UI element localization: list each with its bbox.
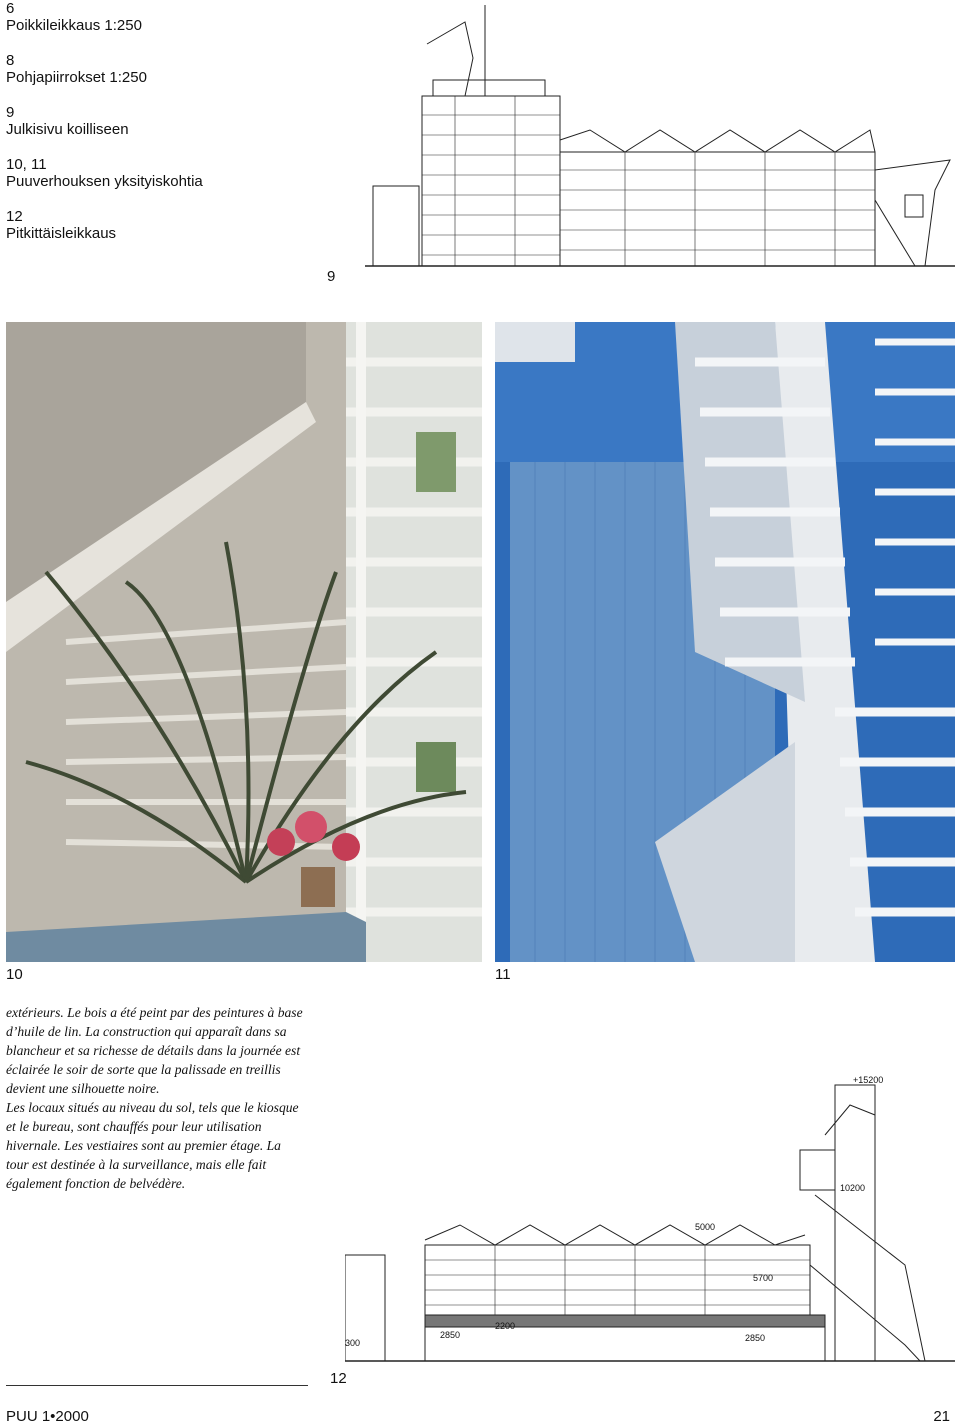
legend-number: 9 [6, 104, 15, 121]
level-annotation: 10200 [840, 1183, 866, 1193]
level-annotation: 5000 [695, 1222, 716, 1232]
level-annotation: 300 [345, 1338, 361, 1348]
legend-text: Pohjapiirrokset 1:250 [6, 69, 147, 86]
figure-label-10: 10 [6, 966, 23, 983]
page-number: 21 [933, 1408, 950, 1425]
body-paragraph: extérieurs. Le bois a été peint par des peintures à base d’huile de lin. La construction qui apparaît dans sa blancheur et sa richesse de détails dans la journée est éclairée le soir de sorte que la palissade en treillis devient une silhouette noire. [6, 1005, 303, 1096]
figure-label-11: 11 [495, 966, 511, 983]
level-annotation: 5700 [753, 1273, 774, 1283]
legend-text: Puuverhouksen yksityiskohtia [6, 173, 203, 190]
legend-number: 12 [6, 208, 23, 225]
figure-label-12: 12 [330, 1370, 347, 1387]
figure-label-9: 9 [327, 268, 336, 285]
body-paragraph: Les locaux situés au niveau du sol, tels que le kiosque et le bureau, sont chauffés pour leur utilisation hivernale. Les vestiaires sont au premier étage. La tour est destinée à la surveillance, mais elle fait également fonction de belvédère. [6, 1100, 299, 1191]
section-drawing [345, 1075, 955, 1367]
footer-rule [6, 1385, 308, 1386]
level-annotation: 2200 [495, 1321, 516, 1331]
legend-entry [6, 0, 346, 34]
level-annotation: 2850 [440, 1330, 461, 1340]
level-annotation: +15200 [853, 1075, 884, 1085]
legend-entry [6, 208, 346, 242]
legend-number: 8 [6, 52, 15, 69]
legend-number: 10, 11 [6, 156, 47, 173]
interior-photo [6, 322, 482, 962]
legend-number: 6 [6, 0, 15, 17]
article-body [6, 1003, 306, 1193]
figure-legend [6, 0, 346, 260]
elevation-drawing [365, 0, 955, 272]
legend-text: Pitkittäisleikkaus [6, 225, 117, 242]
legend-entry [6, 52, 346, 86]
legend-text: Poikkileikkaus 1:250 [6, 17, 142, 34]
publication-name: PUU 1•2000 [6, 1408, 89, 1425]
exterior-photo [495, 322, 955, 962]
legend-entry [6, 104, 346, 138]
level-annotation: 2850 [745, 1333, 766, 1343]
legend-entry [6, 156, 346, 190]
legend-text: Julkisivu koilliseen [6, 121, 129, 138]
